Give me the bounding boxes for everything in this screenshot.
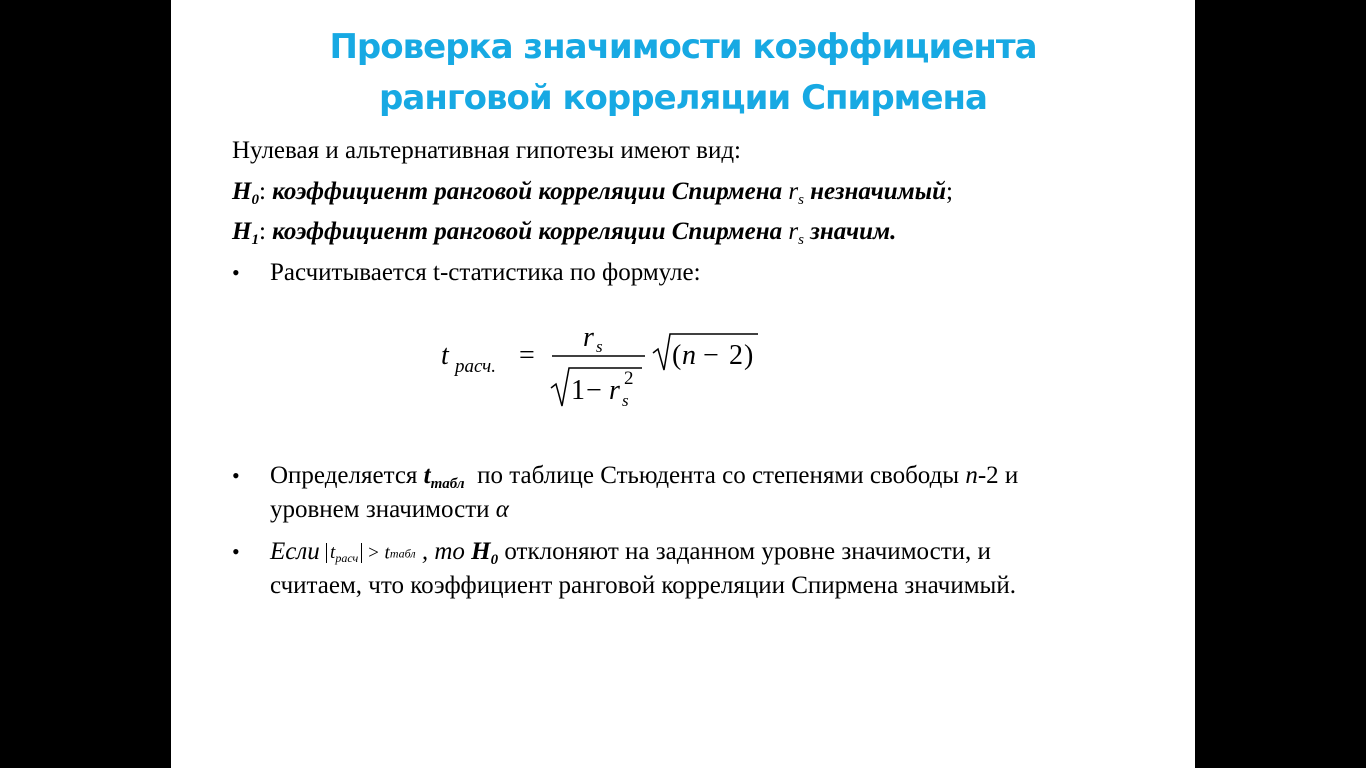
formula-minus: −	[703, 340, 719, 371]
bullet-1-marker: •	[232, 260, 240, 285]
formula-n: n	[682, 340, 696, 371]
h0-text: коэффициент ранговой корреляции Спирмена	[265, 178, 789, 205]
h1-index: 1	[251, 232, 259, 248]
formula-den-sub: s	[622, 391, 629, 410]
formula-two: 2	[729, 340, 743, 371]
t-statistic-formula	[441, 316, 771, 416]
h0-symbol: H	[232, 178, 252, 205]
bullet-3-comma-to: , то	[415, 538, 472, 565]
alpha-symbol: α	[495, 496, 509, 523]
t-tab-symbol: t	[384, 542, 390, 564]
bullet-3-after: отклоняют на заданном уровне значимости, и	[498, 538, 991, 565]
bullet-2-line-2	[270, 495, 509, 525]
h0-tail: незначимый	[803, 178, 947, 205]
bullet-3-line-1	[270, 537, 991, 568]
t-tab-sub: табл	[389, 546, 416, 561]
title-line-1: Проверка значимости коэффициента	[329, 27, 1037, 67]
formula-den-r: r	[609, 375, 620, 406]
bullet-2-line-2-text: уровнем значимости	[270, 496, 496, 523]
h0-colon: :	[258, 178, 266, 205]
t-table-symbol: t	[423, 462, 431, 489]
h0-index-2: 0	[490, 552, 499, 568]
h0-symbol-2: H	[471, 538, 491, 565]
bullet-2-n-tail: -2 и	[977, 462, 1019, 489]
formula-paren-close: )	[744, 340, 754, 371]
h0-end: ;	[946, 178, 953, 205]
h1-tail: значим.	[803, 218, 897, 245]
title-line-2: ранговой корреляции Спирмена	[379, 78, 987, 118]
formula-num-sub: s	[596, 337, 603, 356]
bullet-1-text: Расчитывается t-статистика по формуле:	[270, 259, 701, 286]
bullet-2-after: по таблице Стьюдента со степенями свободы	[464, 462, 966, 489]
t-table-sub: табл	[430, 476, 465, 492]
h1-r-sub: s	[798, 232, 804, 248]
abs-t-calc-sub: расч	[335, 551, 359, 566]
slide	[171, 0, 1195, 768]
h1-colon: :	[258, 218, 266, 245]
formula-den-one: 1	[571, 375, 585, 406]
h0-r-sub: s	[798, 192, 804, 208]
bullet-2-before: Определяется	[270, 462, 424, 489]
formula-equals: =	[519, 340, 535, 371]
bullet-2-n: n	[965, 462, 978, 489]
formula-paren-open: (	[672, 340, 682, 371]
slide-title	[171, 22, 1195, 124]
h0-r: r	[788, 178, 799, 205]
formula-den-minus: −	[586, 375, 602, 406]
abs-t-calc	[326, 542, 362, 566]
h1-text: коэффициент ранговой корреляции Спирмена	[265, 218, 789, 245]
h1-symbol: H	[232, 218, 252, 245]
bullet-3-line-2: считаем, что коэффициент ранговой корреляции Спирмена значимый.	[270, 572, 1016, 599]
intro-text: Нулевая и альтернативная гипотезы имеют вид:	[232, 137, 741, 164]
bullet-2-line-1	[270, 461, 1018, 491]
formula-num-r: r	[583, 322, 594, 353]
h0-index: 0	[251, 192, 259, 208]
formula-t: t	[441, 340, 449, 371]
gt-sign: >	[362, 542, 385, 564]
formula-den-sup: 2	[624, 368, 634, 389]
abs-t-calc-symbol: t	[330, 542, 336, 564]
hypothesis-h1	[232, 217, 896, 247]
formula-t-sub: расч.	[455, 356, 496, 377]
bullet-3-marker: •	[232, 539, 240, 564]
h1-r: r	[788, 218, 799, 245]
bullet-2-marker: •	[232, 463, 240, 488]
hypothesis-h0	[232, 177, 953, 207]
bullet-3-esli: Если	[270, 538, 320, 565]
